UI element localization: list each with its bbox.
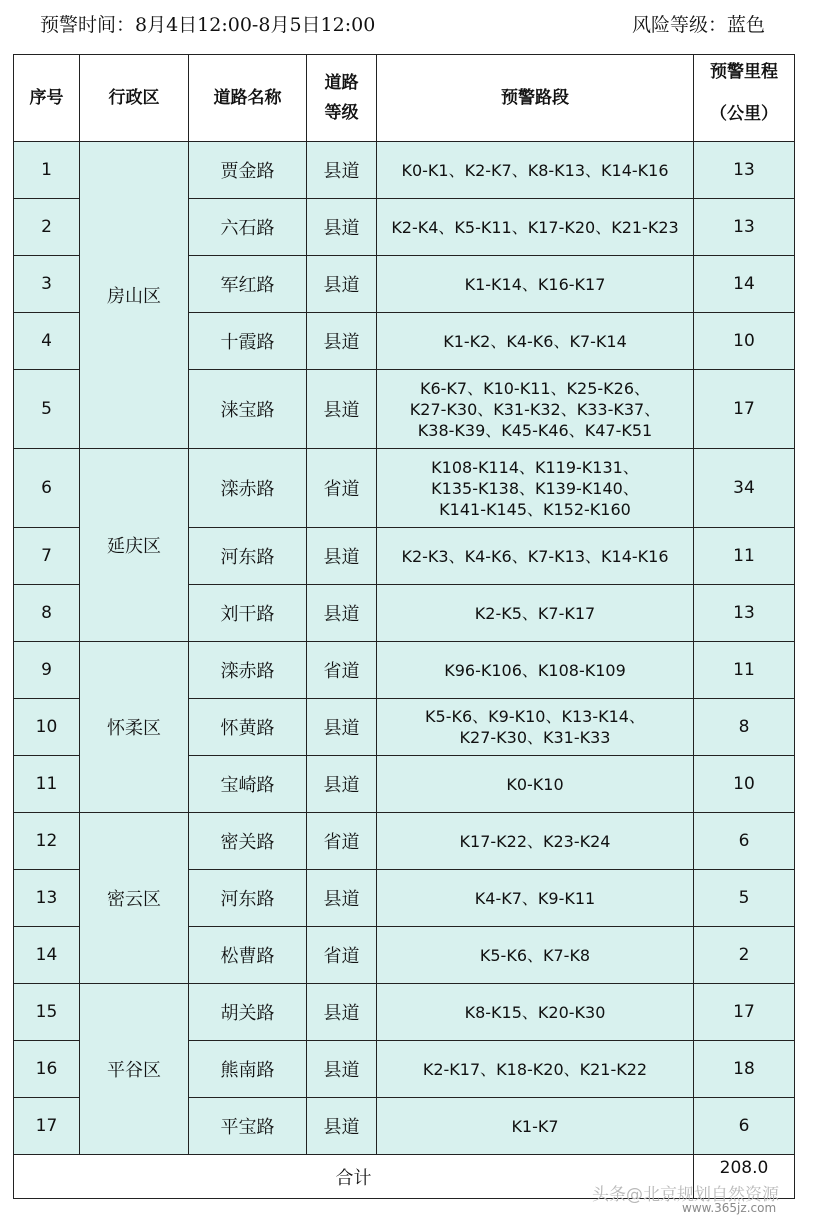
segment-line: K27-K30、K31-K33 [459, 728, 611, 747]
cell-segments [377, 756, 694, 813]
cell-segments [377, 870, 694, 927]
segment-line: K1-K14、K16-K17 [464, 274, 606, 294]
cell-mileage: 11 [694, 528, 795, 585]
cell-road-grade: 县道 [307, 1041, 377, 1098]
cell-segments [377, 642, 694, 699]
cell-road-name: 怀黄路 [189, 699, 307, 756]
table-row [14, 642, 795, 699]
warning-table [13, 54, 795, 1199]
table-row [14, 813, 795, 870]
cell-mileage: 18 [694, 1041, 795, 1098]
header-mileage-line2: （公里） [710, 104, 778, 124]
segment-line: K108-K114、K119-K131、 [431, 457, 639, 477]
cell-road-name: 松曹路 [189, 927, 307, 984]
cell-segments [377, 142, 694, 199]
cell-seq: 6 [14, 449, 80, 528]
cell-seq: 17 [14, 1098, 80, 1155]
segment-line: K5-K6、K9-K10、K13-K14、 [425, 707, 645, 726]
header-seq: 序号 [14, 55, 80, 142]
cell-mileage: 17 [694, 984, 795, 1041]
cell-road-grade: 省道 [307, 813, 377, 870]
segment-line: K5-K6、K7-K8 [479, 945, 591, 965]
cell-road-grade: 县道 [307, 585, 377, 642]
cell-road-grade: 县道 [307, 756, 377, 813]
table-header-row [14, 55, 795, 142]
cell-road-grade: 县道 [307, 142, 377, 199]
header-road-grade-line2: 等级 [324, 103, 359, 123]
cell-segments [377, 927, 694, 984]
cell-road-name: 六石路 [189, 199, 307, 256]
total-value: 208.0 [694, 1155, 795, 1199]
cell-mileage: 13 [694, 142, 795, 199]
segment-line: K141-K145、K152-K160 [439, 499, 631, 519]
cell-segments [377, 1098, 694, 1155]
cell-segments [377, 199, 694, 256]
segment-line: K96-K106、K108-K109 [444, 660, 626, 680]
cell-road-grade: 县道 [307, 313, 377, 370]
segment-line: K2-K17、K18-K20、K21-K22 [422, 1059, 648, 1079]
cell-district: 怀柔区 [80, 642, 189, 813]
cell-road-name: 平宝路 [189, 1098, 307, 1155]
cell-road-name: 刘干路 [189, 585, 307, 642]
cell-seq: 8 [14, 585, 80, 642]
cell-segments [377, 528, 694, 585]
header-road-name: 道路名称 [189, 55, 307, 142]
total-label: 合计 [14, 1155, 694, 1199]
cell-road-name: 贾金路 [189, 142, 307, 199]
segment-line: K27-K30、K31-K32、K33-K37、 [409, 399, 661, 419]
cell-road-grade: 县道 [307, 256, 377, 313]
cell-road-name: 滦赤路 [189, 449, 307, 528]
cell-road-grade: 县道 [307, 370, 377, 449]
header-road-grade-line1: 道路 [324, 73, 359, 93]
table-body [14, 142, 795, 1155]
cell-segments [377, 699, 694, 756]
cell-seq: 12 [14, 813, 80, 870]
cell-road-grade: 省道 [307, 449, 377, 528]
cell-road-name: 河东路 [189, 528, 307, 585]
cell-district: 平谷区 [80, 984, 189, 1155]
cell-segments [377, 813, 694, 870]
cell-mileage: 10 [694, 756, 795, 813]
cell-seq: 5 [14, 370, 80, 449]
cell-road-name: 军红路 [189, 256, 307, 313]
cell-road-grade: 省道 [307, 927, 377, 984]
cell-mileage: 11 [694, 642, 795, 699]
header-segments: 预警路段 [377, 55, 694, 142]
cell-seq: 3 [14, 256, 80, 313]
cell-district: 房山区 [80, 142, 189, 449]
cell-seq: 15 [14, 984, 80, 1041]
cell-mileage: 6 [694, 813, 795, 870]
cell-seq: 10 [14, 699, 80, 756]
cell-road-grade: 县道 [307, 699, 377, 756]
cell-road-name: 胡关路 [189, 984, 307, 1041]
cell-road-name: 密关路 [189, 813, 307, 870]
segment-line: K38-K39、K45-K46、K47-K51 [417, 420, 653, 440]
cell-seq: 4 [14, 313, 80, 370]
segment-line: K1-K7 [511, 1116, 559, 1136]
cell-road-name: 河东路 [189, 870, 307, 927]
cell-mileage: 6 [694, 1098, 795, 1155]
table-row [14, 142, 795, 199]
cell-road-grade: 县道 [307, 984, 377, 1041]
segment-line: K1-K2、K4-K6、K7-K14 [443, 331, 627, 351]
cell-road-grade: 省道 [307, 642, 377, 699]
segment-line: K2-K3、K4-K6、K7-K13、K14-K16 [401, 546, 669, 566]
cell-road-grade: 县道 [307, 870, 377, 927]
cell-mileage: 2 [694, 927, 795, 984]
cell-segments [377, 984, 694, 1041]
cell-mileage: 5 [694, 870, 795, 927]
cell-seq: 14 [14, 927, 80, 984]
risk-level: 风险等级：蓝色 [631, 14, 765, 36]
cell-seq: 1 [14, 142, 80, 199]
header-district: 行政区 [80, 55, 189, 142]
cell-road-name: 滦赤路 [189, 642, 307, 699]
cell-mileage: 14 [694, 256, 795, 313]
cell-seq: 7 [14, 528, 80, 585]
cell-segments [377, 585, 694, 642]
segment-line: K8-K15、K20-K30 [464, 1002, 606, 1022]
cell-mileage: 17 [694, 370, 795, 449]
watermark-url: www.365jz.com [682, 1201, 777, 1215]
cell-district: 延庆区 [80, 449, 189, 642]
cell-seq: 16 [14, 1041, 80, 1098]
cell-seq: 11 [14, 756, 80, 813]
cell-segments [377, 256, 694, 313]
cell-road-name: 宝崎路 [189, 756, 307, 813]
header [0, 0, 813, 52]
header-road-grade [307, 55, 377, 142]
segment-line: K4-K7、K9-K11 [474, 888, 596, 908]
cell-mileage: 13 [694, 585, 795, 642]
warning-time: 预警时间：8月4日12:00-8月5日12:00 [40, 14, 376, 36]
cell-mileage: 8 [694, 699, 795, 756]
cell-road-name: 熊南路 [189, 1041, 307, 1098]
cell-seq: 2 [14, 199, 80, 256]
header-mileage-line1: 预警里程 [710, 62, 778, 82]
cell-road-grade: 县道 [307, 1098, 377, 1155]
segment-line: K17-K22、K23-K24 [459, 831, 611, 851]
cell-district: 密云区 [80, 813, 189, 984]
cell-road-name: 涞宝路 [189, 370, 307, 449]
cell-segments [377, 370, 694, 449]
cell-mileage: 13 [694, 199, 795, 256]
segment-line: K6-K7、K10-K11、K25-K26、 [419, 378, 651, 398]
segment-line: K135-K138、K139-K140、 [431, 478, 639, 498]
cell-mileage: 34 [694, 449, 795, 528]
cell-road-grade: 县道 [307, 528, 377, 585]
segment-line: K2-K4、K5-K11、K17-K20、K21-K23 [391, 217, 679, 237]
header-mileage [694, 55, 795, 142]
cell-road-name: 十霞路 [189, 313, 307, 370]
cell-seq: 13 [14, 870, 80, 927]
cell-mileage: 10 [694, 313, 795, 370]
cell-road-grade: 县道 [307, 199, 377, 256]
segment-line: K2-K5、K7-K17 [474, 603, 596, 623]
segment-line: K0-K1、K2-K7、K8-K13、K14-K16 [401, 160, 669, 180]
cell-segments [377, 449, 694, 528]
cell-segments [377, 1041, 694, 1098]
table-row [14, 984, 795, 1041]
cell-segments [377, 313, 694, 370]
segment-line: K0-K10 [506, 774, 564, 794]
cell-seq: 9 [14, 642, 80, 699]
watermark-text: 头条@北京规划自然资源 [592, 1185, 779, 1205]
table-row [14, 449, 795, 528]
